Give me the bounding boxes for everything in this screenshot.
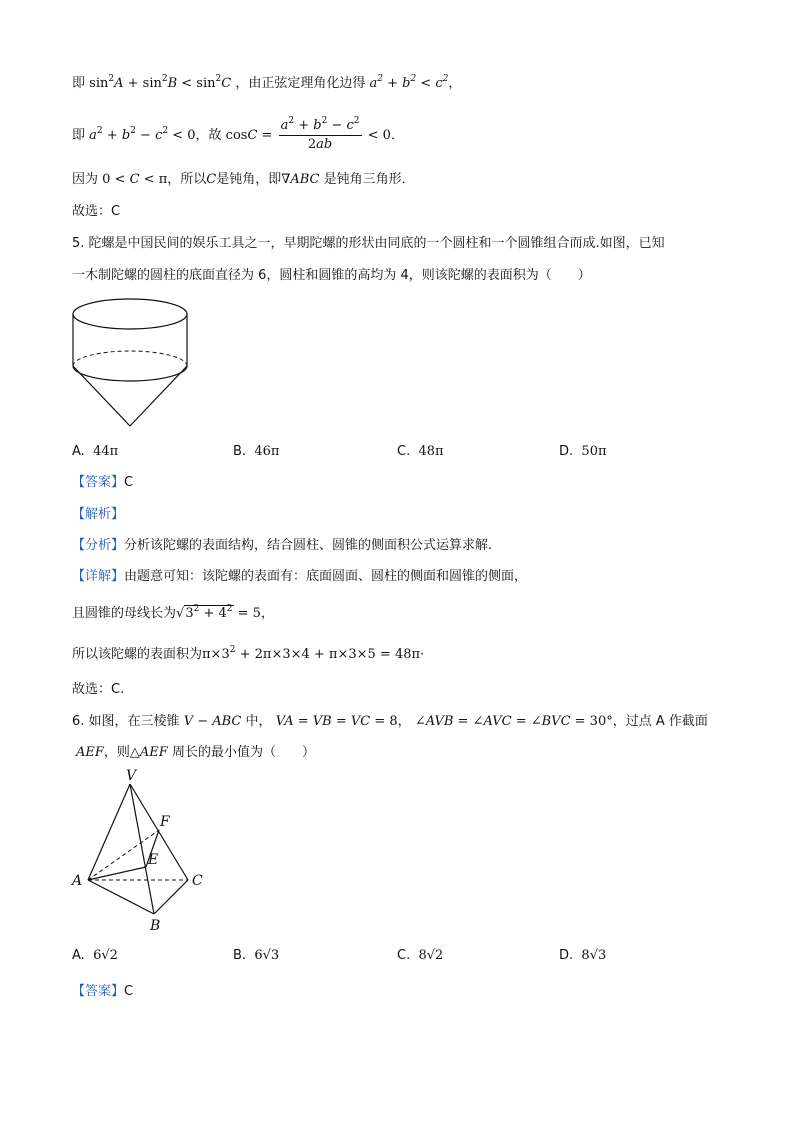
q6-stem-line-1: [72, 712, 708, 732]
option-label: B.: [233, 948, 247, 963]
math-side-inequality: $a^2 + b^2 < c^2$: [369, 74, 449, 91]
option-label: D.: [559, 444, 574, 459]
option-value: 6√3: [254, 948, 280, 963]
cone-right-edge: [130, 366, 187, 426]
label-b: B: [150, 918, 161, 934]
q6-stem-line-2: [76, 743, 315, 763]
option-label: D.: [559, 948, 574, 963]
math-angles: ∠AVB = ∠AVC = ∠BVC = 30°: [414, 714, 613, 729]
math-cosine-formula: cosC = $\frac{a^2 + b^2 - c^2}{2ab}$ < 0: [225, 116, 391, 152]
option-value: 50π: [581, 444, 607, 459]
text: ，过点 A 作截面: [612, 714, 708, 729]
text: 中，: [245, 714, 272, 729]
base-back-arc: [73, 351, 187, 366]
option-label: A.: [72, 444, 85, 459]
text: 因为: [72, 172, 99, 187]
text: 即: [72, 76, 86, 91]
option-label: C.: [397, 444, 411, 459]
q5-area-line: [72, 645, 424, 665]
text: ，: [448, 76, 462, 91]
text: ．: [390, 128, 404, 143]
fenxi-tag: 【分析】: [72, 538, 125, 553]
label-e: E: [148, 852, 159, 868]
fenxi-text: 分析该陀螺的表面结构，结合圆柱、圆锥的侧面积公式运算求解.: [124, 538, 493, 553]
text: ，: [397, 714, 411, 729]
text: 是钝角三角形．: [323, 172, 415, 187]
text: 是钝角，即: [216, 172, 282, 187]
xiangjie-tag: 【详解】: [72, 569, 125, 584]
math-edge-lengths: VA = VB = VC = 8: [275, 714, 398, 729]
q5-option-a[interactable]: [72, 442, 118, 462]
text: 即: [72, 128, 86, 143]
option-value: 8√3: [581, 948, 607, 963]
q6-option-a[interactable]: [72, 946, 118, 966]
edge-va: [88, 784, 130, 880]
q5-xiangjie: [72, 567, 527, 587]
text: ，则: [103, 745, 130, 760]
q6-option-c[interactable]: [397, 946, 443, 966]
edge-ab: [88, 880, 154, 914]
math-range: 0 < C < π: [102, 172, 168, 187]
option-value: 6√2: [93, 948, 118, 963]
answer-value: C: [124, 475, 134, 490]
q5-option-c[interactable]: [397, 442, 444, 462]
math-sine-inequality: $\sin^2A + \sin^2B < \sin^2C$: [89, 74, 232, 91]
text: ，由正弦定理角化边得: [235, 76, 366, 91]
label-c: C: [192, 873, 203, 889]
text: 6. 如图，在三棱锥: [72, 714, 180, 729]
math-triangle: ∇ABC: [281, 172, 320, 187]
label-v: V: [126, 768, 137, 784]
option-label: A.: [72, 948, 85, 963]
answer-value: C: [124, 984, 134, 999]
text: ，: [260, 606, 274, 621]
q6-answer: [72, 982, 133, 1002]
text: 且圆锥的母线长为: [72, 606, 177, 621]
derivation-line-2: [72, 116, 404, 156]
q5-stem-line-1: 5. 陀螺是中国民间的娱乐工具之一，早期陀螺的形状由同底的一个圆柱和一个圆锥组合而成.如图，已知: [72, 236, 665, 251]
cylinder-top-ellipse: [73, 299, 187, 329]
option-value: 46π: [254, 444, 280, 459]
q5-answer: [72, 473, 133, 493]
q5-fenxi: [72, 536, 492, 556]
base-front-arc: [73, 366, 187, 381]
q6-option-d[interactable]: [559, 946, 606, 966]
q5-choose: 故选：C.: [72, 682, 125, 697]
math-var: C: [206, 172, 217, 187]
option-value: 48π: [418, 444, 444, 459]
math-slant-height: $√3^2 + 4^2 = 5$: [176, 604, 261, 621]
q5-stem-line-2: 一木制陀螺的圆柱的底面直径为 6，圆柱和圆锥的高均为 4，则该陀螺的表面积为（ ）: [72, 268, 591, 283]
text: 周长的最小值为（ ）: [171, 745, 315, 760]
analysis-tag: 【解析】: [72, 507, 125, 522]
text: ，所以: [167, 172, 207, 187]
math-triangle-aef: △AEF: [129, 745, 168, 760]
edge-bc: [154, 880, 188, 914]
q5-analysis-tag: [72, 505, 124, 525]
math-section: AEF: [76, 745, 104, 760]
text: 所以该陀螺的表面积为: [72, 647, 203, 662]
q6-option-b[interactable]: [233, 946, 279, 966]
math-expression: $a^2 + b^2 - c^2 < 0$: [89, 126, 196, 143]
option-label: B.: [233, 444, 247, 459]
math-pyramid: V − ABC: [183, 714, 242, 729]
option-label: C.: [397, 948, 411, 963]
option-value: 44π: [93, 444, 119, 459]
answer-tag: 【答案】: [72, 475, 125, 490]
label-a: A: [72, 873, 83, 889]
option-value: 8√2: [418, 948, 444, 963]
cone-left-edge: [73, 366, 130, 426]
math-surface-area: $\pi\times 3^2 + 2\pi\times 3\times 4 + \pi\times 3\times 5 = 48\pi\cdot$: [202, 645, 425, 662]
derivation-line-3: [72, 170, 415, 190]
text: ，故: [195, 128, 222, 143]
q5-option-b[interactable]: [233, 442, 279, 462]
q5-slant-height-line: [72, 602, 274, 626]
spinning-top-figure: [68, 296, 194, 432]
q5-option-d[interactable]: [559, 442, 607, 462]
pyramid-figure: [68, 766, 218, 936]
derivation-line-1: [72, 74, 461, 94]
choose-line: 故选：C: [72, 204, 121, 219]
label-f: F: [160, 814, 170, 830]
answer-tag: 【答案】: [72, 984, 125, 999]
xiangjie-text: 由题意可知：该陀螺的表面有：底面圆面、圆柱的侧面和圆锥的侧面，: [124, 569, 528, 584]
